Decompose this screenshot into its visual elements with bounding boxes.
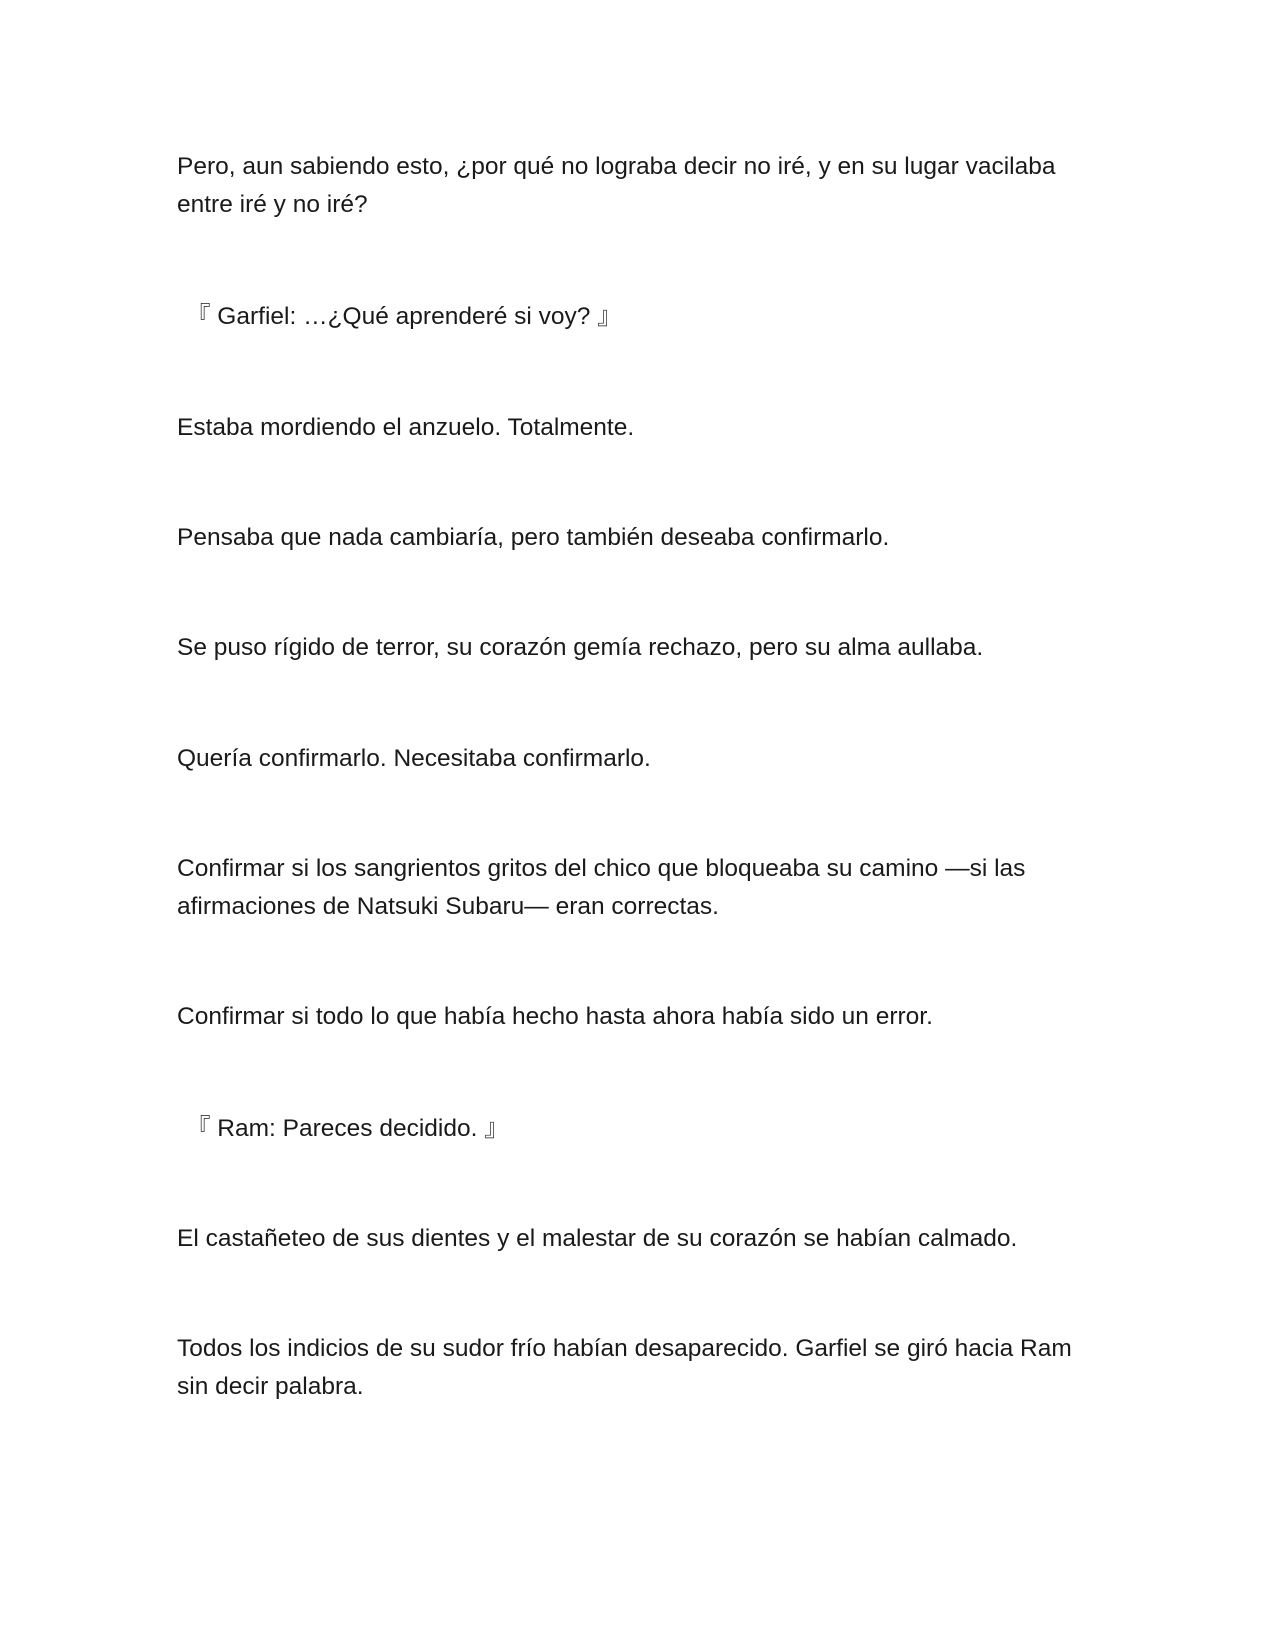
narration-paragraph: Estaba mordiendo el anzuelo. Totalmente.	[177, 414, 635, 441]
dialogue-ram: 『 Ram: Pareces decidido. 』	[186, 1115, 509, 1142]
narration-paragraph: El castañeteo de sus dientes y el malestar de su corazón se habían calmado.	[177, 1225, 1018, 1252]
narration-paragraph: Todos los indicios de su sudor frío habían desaparecido. Garfiel se giró hacia Ram sin decir palabra.	[177, 1335, 1072, 1400]
narration-paragraph: Confirmar si los sangrientos gritos del chico que bloqueaba su camino —si las afirmaciones de Natsuki Subaru— eran correctas.	[177, 855, 1026, 920]
dialogue-garfiel: 『 Garfiel: …¿Qué aprenderé si voy? 』	[186, 303, 622, 330]
narration-paragraph: Se puso rígido de terror, su corazón gemía rechazo, pero su alma aullaba.	[177, 634, 984, 661]
narration-paragraph: Pero, aun sabiendo esto, ¿por qué no lograba decir no iré, y en su lugar vacilaba entre iré y no iré?	[177, 153, 1056, 218]
narration-paragraph: Pensaba que nada cambiaría, pero también deseaba confirmarlo.	[177, 524, 890, 551]
narration-paragraph: Confirmar si todo lo que había hecho hasta ahora había sido un error.	[177, 1003, 933, 1030]
narration-paragraph: Quería confirmarlo. Necesitaba confirmarlo.	[177, 745, 651, 772]
